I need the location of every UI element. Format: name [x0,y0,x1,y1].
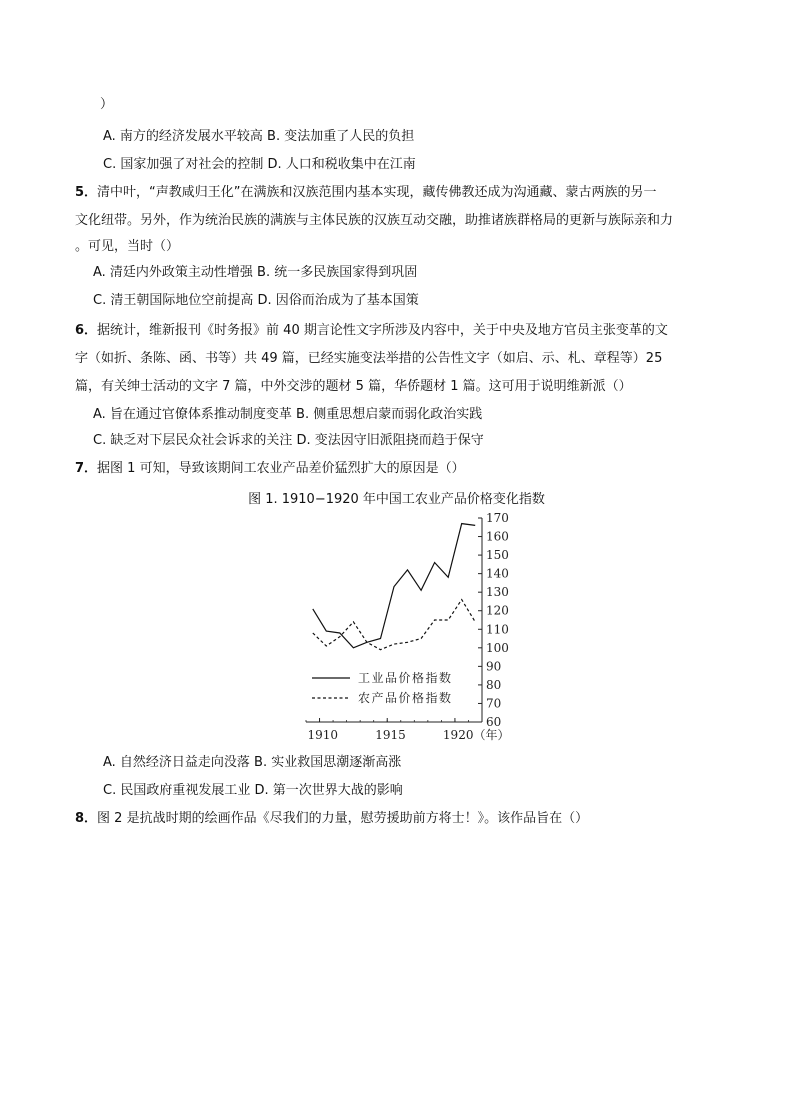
q6-text-line1: 据统计，维新报刊《时务报》前 40 期言论性文字所涉及内容中，关于中央及地方官员主张变革的文 [97,323,668,338]
series-line-agricultural [313,600,475,650]
y-tick-label: 90 [486,659,502,674]
q5-stem-line3: 。可见，当时（） [75,239,180,254]
q6-stem-line3: 篇，有关绅士活动的文字 7 篇，中外交涉的题材 5 篇，华侨题材 1 篇。这可用于说明维新派（） [75,379,632,394]
q6-number: 6． [75,323,98,338]
x-tick-label: 1915 [375,728,406,742]
q6-options-ab: A. 旨在通过官僚体系推动制度变革 B. 侧重思想启蒙而弱化政治实践 [93,407,483,422]
price-index-chart [300,510,530,745]
y-tick-label: 140 [486,566,509,581]
q8-number: 8． [75,811,98,826]
q7-text-line1: 据图 1 可知，导致该期间工农业产品差价猛烈扩大的原因是（） [97,461,465,476]
y-tick-label: 160 [486,529,509,544]
q5-options-ab: A. 清廷内外政策主动性增强 B. 统一多民族国家得到巩固 [93,265,418,280]
q7-options-ab: A. 自然经济日益走向没落 B. 实业救国思潮逐渐高涨 [103,755,402,770]
q6-options-cd: C. 缺乏对下层民众社会诉求的关注 D. 变法因守旧派阻挠而趋于保守 [93,433,484,448]
y-tick-label: 120 [486,603,509,618]
legend-label: 工业品价格指数 [358,671,453,685]
q6-stem-line2: 字（如折、条陈、函、书等）共 49 篇，已经实施变法举措的公告性文字（如启、示、札、章程等）25 [75,351,663,366]
q5-stem-line1 [75,184,657,202]
q7-stem-line1 [75,460,465,478]
chart-title: 图 1. 1910−1920 年中国工农业产品价格变化指数 [248,492,545,507]
q4-tail: ） [100,97,114,112]
y-tick-label: 130 [486,585,509,600]
y-tick-label: 60 [486,715,502,729]
price-index-chart-svg [300,510,530,745]
q4-options-ab: A. 南方的经济发展水平较高 B. 变法加重了人民的负担 [103,129,415,144]
q7-options-cd: C. 民国政府重视发展工业 D. 第一次世界大战的影响 [103,783,403,798]
q7-number: 7． [75,461,98,476]
y-tick-label: 170 [486,511,509,525]
q5-number: 5． [75,185,98,200]
q5-text-line1: 清中叶，“声教咸归王化”在满族和汉族范围内基本实现，藏传佛教还成为沟通藏、蒙古两族的另一 [97,185,657,200]
legend-label: 农产品价格指数 [358,691,453,705]
q5-options-cd: C. 清王朝国际地位空前提高 D. 因俗而治成为了基本国策 [93,293,419,308]
y-tick-label: 150 [486,548,509,563]
q5-stem-line2: 文化纽带。另外，作为统治民族的满族与主体民族的汉族互动交融，助推诸族群格局的更新与族际亲和力 [75,213,674,228]
q8-text-line1: 图 2 是抗战时期的绘画作品《尽我们的力量，慰劳援助前方将士！》。该作品旨在（） [97,811,589,826]
x-tick-label: 1920（年） [442,728,510,742]
series-line-industrial [313,524,475,648]
y-tick-label: 100 [486,640,509,655]
y-tick-label: 70 [486,696,502,711]
q8-stem-line1 [75,810,588,828]
y-tick-label: 80 [486,677,502,692]
q4-options-cd: C. 国家加强了对社会的控制 D. 人口和税收集中在江南 [103,157,416,172]
q6-stem-line1 [75,322,668,340]
x-tick-label: 1910 [307,728,339,742]
y-tick-label: 110 [486,622,509,637]
